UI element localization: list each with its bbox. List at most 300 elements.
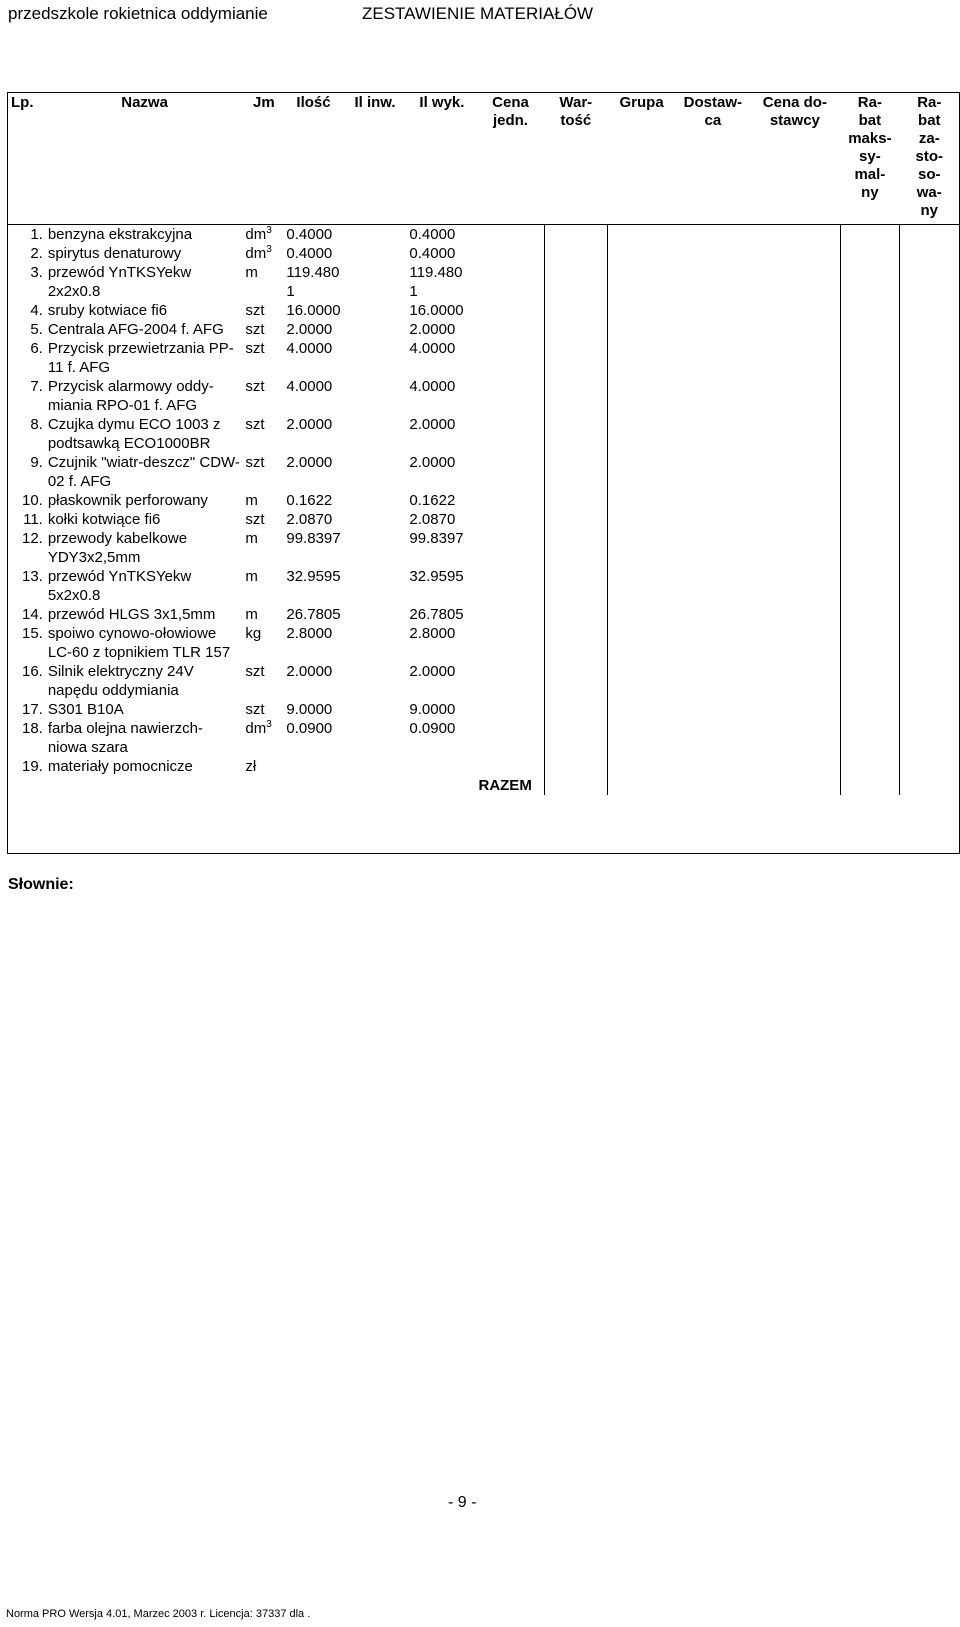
row-name-cell: materiały pomocnicze <box>47 758 193 775</box>
row-supplier-cell <box>676 624 749 662</box>
row-group-cell <box>607 719 676 757</box>
row-applied-discount-cell <box>900 301 959 320</box>
row-quantity-cell: 4.0000 <box>286 378 333 395</box>
row-name-cell: kołki kotwiące fi6 <box>47 511 161 528</box>
table-row <box>7 567 959 605</box>
row-supplier-price-cell <box>750 415 841 453</box>
unit-superscript: 3 <box>266 244 272 255</box>
row-unit-price-cell <box>476 491 544 510</box>
row-unit-price-cell <box>476 263 544 301</box>
row-supplier-cell <box>676 700 749 719</box>
row-supplier-cell <box>676 510 749 529</box>
row-supplier-price-cell <box>750 301 841 320</box>
document-title: ZESTAWIENIE MATERIAŁÓW <box>362 4 594 23</box>
materials-table <box>7 92 959 795</box>
row-value-cell <box>544 225 607 245</box>
row-il-inw-cell <box>343 605 408 624</box>
row-group-cell <box>607 700 676 719</box>
row-unit-cell <box>243 263 284 301</box>
row-group-cell <box>607 510 676 529</box>
row-il-inw-cell <box>343 757 408 776</box>
table-row <box>7 320 959 339</box>
table-row <box>7 415 959 453</box>
row-il-wyk-cell: 9.0000 <box>409 701 456 718</box>
unit-superscript: 3 <box>266 225 272 236</box>
row-il-wyk-cell: 0.1622 <box>409 492 456 509</box>
row-il-wyk-cell: 4.0000 <box>409 340 456 357</box>
row-name-cell: spoiwo cynowo-ołowiowe LC-60 z topnikiem TLR 157 <box>47 625 231 661</box>
row-supplier-cell <box>676 244 749 263</box>
row-il-wyk-cell: 2.0000 <box>409 416 456 433</box>
row-il-inw-cell <box>343 225 408 245</box>
table-row <box>7 377 959 415</box>
row-max-discount-cell <box>840 301 899 320</box>
row-quantity-cell: 119.480 1 <box>286 264 340 300</box>
row-quantity-cell: 0.4000 <box>286 226 333 243</box>
row-max-discount-cell <box>840 320 899 339</box>
row-max-discount-cell <box>840 453 899 491</box>
row-unit-price-cell <box>476 301 544 320</box>
row-group-cell <box>607 757 676 776</box>
razem-empty-cell <box>607 776 676 795</box>
table-row <box>7 225 959 245</box>
row-group-cell <box>607 377 676 415</box>
table-row <box>7 453 959 491</box>
row-value-cell <box>544 700 607 719</box>
row-supplier-cell <box>676 567 749 605</box>
row-applied-discount-cell <box>900 244 959 263</box>
row-lp-cell: 10. <box>21 492 43 509</box>
row-unit-cell <box>243 320 284 339</box>
row-value-cell <box>544 244 607 263</box>
row-supplier-cell <box>676 415 749 453</box>
row-supplier-price-cell <box>750 567 841 605</box>
unit-text: szt <box>245 663 265 680</box>
row-lp-cell: 4. <box>30 302 43 319</box>
row-lp-cell: 3. <box>30 264 43 281</box>
row-supplier-price-cell <box>750 339 841 377</box>
row-il-wyk-cell: 0.4000 <box>409 226 456 243</box>
row-max-discount-cell <box>840 662 899 700</box>
row-lp-cell: 18. <box>21 720 43 737</box>
row-supplier-cell <box>676 491 749 510</box>
slownie-label: Słownie: <box>8 876 74 893</box>
row-quantity-cell: 0.1622 <box>286 492 333 509</box>
unit-text: dm <box>245 245 267 262</box>
row-max-discount-cell <box>840 377 899 415</box>
row-max-discount-cell <box>840 605 899 624</box>
row-value-cell <box>544 662 607 700</box>
row-lp-cell: 6. <box>30 340 43 357</box>
row-max-discount-cell <box>840 244 899 263</box>
col-il-inw-header: Il inw. <box>343 92 408 225</box>
row-value-cell <box>544 510 607 529</box>
row-value-cell <box>544 339 607 377</box>
row-il-wyk-cell: 2.0000 <box>409 321 456 338</box>
row-unit-price-cell <box>476 320 544 339</box>
row-il-inw-cell <box>343 719 408 757</box>
row-max-discount-cell <box>840 567 899 605</box>
row-unit-price-cell <box>476 510 544 529</box>
row-applied-discount-cell <box>900 719 959 757</box>
razem-empty-cell <box>407 776 476 795</box>
row-applied-discount-cell <box>900 510 959 529</box>
row-applied-discount-cell <box>900 415 959 453</box>
row-group-cell <box>607 624 676 662</box>
row-il-wyk-cell: 99.8397 <box>409 530 464 547</box>
col-cena-jedn-header: Cena jedn. <box>476 92 544 225</box>
row-value-cell <box>544 377 607 415</box>
row-max-discount-cell <box>840 719 899 757</box>
row-applied-discount-cell <box>900 757 959 776</box>
row-supplier-price-cell <box>750 244 841 263</box>
row-il-inw-cell <box>343 320 408 339</box>
table-row <box>7 529 959 567</box>
table-row <box>7 301 959 320</box>
col-dostawca-header: Dostaw- ca <box>676 92 749 225</box>
row-supplier-cell <box>676 301 749 320</box>
unit-text: m <box>245 492 258 509</box>
unit-text: szt <box>245 302 265 319</box>
row-supplier-price-cell <box>750 263 841 301</box>
row-il-inw-cell <box>343 339 408 377</box>
row-max-discount-cell <box>840 339 899 377</box>
row-il-inw-cell <box>343 415 408 453</box>
row-il-wyk-cell: 26.7805 <box>409 606 464 623</box>
row-lp-cell: 15. <box>21 625 43 642</box>
unit-text: m <box>245 568 258 585</box>
row-il-wyk-cell <box>407 757 476 776</box>
row-value-cell <box>544 415 607 453</box>
col-rabat-zastosowany-header: Ra- bat za- sto- so- wa- ny <box>900 92 959 225</box>
row-unit-price-cell <box>476 662 544 700</box>
row-value-cell <box>544 453 607 491</box>
row-quantity-cell: 2.0870 <box>286 511 333 528</box>
row-unit-cell <box>243 301 284 320</box>
razem-label: RAZEM <box>478 777 532 794</box>
table-row <box>7 510 959 529</box>
row-supplier-cell <box>676 529 749 567</box>
row-name-cell: przewód YnTKSYekw 5x2x0.8 <box>47 568 192 604</box>
row-il-wyk-cell: 32.9595 <box>409 568 464 585</box>
row-applied-discount-cell <box>900 605 959 624</box>
row-unit-cell <box>243 605 284 624</box>
row-quantity-cell: 9.0000 <box>286 701 333 718</box>
unit-text: szt <box>245 701 265 718</box>
row-unit-cell <box>243 719 284 757</box>
row-supplier-price-cell <box>750 225 841 245</box>
row-il-inw-cell <box>343 244 408 263</box>
row-applied-discount-cell <box>900 700 959 719</box>
row-name-cell: benzyna ekstrakcyjna <box>47 226 193 243</box>
row-unit-cell <box>243 377 284 415</box>
row-supplier-price-cell <box>750 377 841 415</box>
row-il-wyk-cell: 16.0000 <box>409 302 464 319</box>
row-max-discount-cell <box>840 510 899 529</box>
row-il-wyk-cell: 2.0000 <box>409 454 456 471</box>
row-lp-cell: 12. <box>21 530 43 547</box>
document-header-left: przedszkole rokietnica oddymianie <box>8 4 268 23</box>
row-il-inw-cell <box>343 263 408 301</box>
row-unit-price-cell <box>476 415 544 453</box>
row-unit-cell <box>243 567 284 605</box>
row-supplier-price-cell <box>750 662 841 700</box>
row-unit-cell <box>243 700 284 719</box>
row-quantity-cell: 26.7805 <box>286 606 341 623</box>
col-lp-header: Lp. <box>7 92 46 225</box>
row-il-inw-cell <box>343 453 408 491</box>
row-group-cell <box>607 662 676 700</box>
row-supplier-cell <box>676 377 749 415</box>
row-value-cell <box>544 263 607 301</box>
row-value-cell <box>544 719 607 757</box>
row-il-inw-cell <box>343 510 408 529</box>
row-unit-cell <box>243 453 284 491</box>
table-row <box>7 757 959 776</box>
unit-text: dm <box>245 720 267 737</box>
row-max-discount-cell <box>840 757 899 776</box>
row-lp-cell: 17. <box>21 701 43 718</box>
razem-empty-cell <box>46 776 244 795</box>
row-applied-discount-cell <box>900 377 959 415</box>
row-lp-cell: 19. <box>21 758 43 775</box>
row-unit-price-cell <box>476 339 544 377</box>
row-il-wyk-cell: 2.0000 <box>409 663 456 680</box>
row-supplier-cell <box>676 263 749 301</box>
row-applied-discount-cell <box>900 320 959 339</box>
table-row <box>7 244 959 263</box>
unit-text: zł <box>245 758 257 775</box>
unit-text: szt <box>245 416 265 433</box>
row-name-cell: spirytus denaturowy <box>47 245 182 262</box>
row-value-cell <box>544 605 607 624</box>
row-il-wyk-cell: 119.480 1 <box>409 264 463 300</box>
row-supplier-cell <box>676 453 749 491</box>
row-il-inw-cell <box>343 700 408 719</box>
row-group-cell <box>607 244 676 263</box>
row-il-wyk-cell: 0.4000 <box>409 245 456 262</box>
razem-empty-cell <box>900 776 959 795</box>
row-unit-price-cell <box>476 719 544 757</box>
table-header-row <box>7 92 959 225</box>
row-value-cell <box>544 301 607 320</box>
row-value-cell <box>544 624 607 662</box>
row-lp-cell: 2. <box>30 245 43 262</box>
row-il-inw-cell <box>343 491 408 510</box>
row-supplier-price-cell <box>750 700 841 719</box>
row-value-cell <box>544 529 607 567</box>
row-lp-cell: 1. <box>30 226 43 243</box>
row-group-cell <box>607 605 676 624</box>
row-name-cell: przewód YnTKSYekw 2x2x0.8 <box>47 264 192 300</box>
unit-text: szt <box>245 378 265 395</box>
row-value-cell <box>544 567 607 605</box>
row-supplier-price-cell <box>750 529 841 567</box>
row-name-cell: Centrala AFG-2004 f. AFG <box>47 321 224 338</box>
row-lp-cell: 5. <box>30 321 43 338</box>
table-row <box>7 624 959 662</box>
row-unit-cell <box>243 662 284 700</box>
unit-text: dm <box>245 226 267 243</box>
row-il-wyk-cell: 2.0870 <box>409 511 456 528</box>
col-ilosc-header: Ilość <box>284 92 342 225</box>
row-unit-price-cell <box>476 225 544 245</box>
row-group-cell <box>607 415 676 453</box>
row-name-cell: farba olejna nawierzch-niowa szara <box>47 720 203 756</box>
row-name-cell: przewód HLGS 3x1,5mm <box>47 606 216 623</box>
row-supplier-price-cell <box>750 605 841 624</box>
row-unit-price-cell <box>476 529 544 567</box>
razem-row <box>7 776 959 795</box>
col-cena-dostawcy-header: Cena do- stawcy <box>750 92 841 225</box>
razem-empty-cell <box>7 776 46 795</box>
row-applied-discount-cell <box>900 567 959 605</box>
unit-text: m <box>245 606 258 623</box>
row-applied-discount-cell <box>900 339 959 377</box>
row-max-discount-cell <box>840 700 899 719</box>
row-quantity-cell: 2.0000 <box>286 663 333 680</box>
row-quantity-cell: 2.8000 <box>286 625 333 642</box>
row-max-discount-cell <box>840 415 899 453</box>
col-jm-header: Jm <box>243 92 284 225</box>
razem-empty-cell <box>840 776 899 795</box>
row-name-cell: Czujka dymu ECO 1003 z podtsawką ECO1000BR <box>47 416 221 452</box>
row-supplier-cell <box>676 719 749 757</box>
row-supplier-price-cell <box>750 624 841 662</box>
row-group-cell <box>607 301 676 320</box>
col-wartosc-header: War- tość <box>544 92 607 225</box>
row-lp-cell: 7. <box>30 378 43 395</box>
row-unit-price-cell <box>476 624 544 662</box>
unit-text: szt <box>245 511 265 528</box>
row-il-wyk-cell: 2.8000 <box>409 625 456 642</box>
row-quantity-cell: 2.0000 <box>286 454 333 471</box>
row-group-cell <box>607 263 676 301</box>
row-max-discount-cell <box>840 529 899 567</box>
unit-text: szt <box>245 340 265 357</box>
row-group-cell <box>607 320 676 339</box>
row-il-wyk-cell: 4.0000 <box>409 378 456 395</box>
row-name-cell: płaskownik perforowany <box>47 492 208 509</box>
col-grupa-header: Grupa <box>607 92 676 225</box>
row-lp-cell: 14. <box>21 606 43 623</box>
unit-text: szt <box>245 321 265 338</box>
razem-empty-cell <box>676 776 749 795</box>
row-unit-cell <box>243 510 284 529</box>
col-rabat-maksymalny-header: Ra- bat maks- sy- mal- ny <box>840 92 899 225</box>
row-applied-discount-cell <box>900 529 959 567</box>
row-supplier-price-cell <box>750 491 841 510</box>
row-unit-price-cell <box>476 453 544 491</box>
row-lp-cell: 13. <box>21 568 43 585</box>
row-unit-cell <box>243 415 284 453</box>
row-group-cell <box>607 225 676 245</box>
row-unit-cell <box>243 244 284 263</box>
row-name-cell: Czujnik "wiatr-deszcz" CDW-02 f. AFG <box>47 454 240 490</box>
row-applied-discount-cell <box>900 491 959 510</box>
row-name-cell: sruby kotwiace fi6 <box>47 302 168 319</box>
row-lp-cell: 16. <box>21 663 43 680</box>
row-supplier-price-cell <box>750 320 841 339</box>
row-supplier-cell <box>676 225 749 245</box>
table-row <box>7 339 959 377</box>
row-name-cell: przewody kabelkowe YDY3x2,5mm <box>47 530 188 566</box>
row-unit-price-cell <box>476 244 544 263</box>
col-il-wyk-header: Il wyk. <box>407 92 476 225</box>
row-group-cell <box>607 339 676 377</box>
row-unit-cell <box>243 624 284 662</box>
row-unit-price-cell <box>476 567 544 605</box>
unit-text: kg <box>245 625 262 642</box>
row-quantity-cell: 16.0000 <box>286 302 341 319</box>
row-unit-price-cell <box>476 377 544 415</box>
footer-license: Norma PRO Wersja 4.01, Marzec 2003 r. Licencja: 37337 dla . <box>6 1608 311 1620</box>
unit-superscript: 3 <box>266 719 272 730</box>
row-max-discount-cell <box>840 263 899 301</box>
row-unit-price-cell <box>476 605 544 624</box>
row-unit-cell <box>243 491 284 510</box>
table-row <box>7 662 959 700</box>
row-supplier-cell <box>676 757 749 776</box>
row-il-inw-cell <box>343 529 408 567</box>
row-quantity-cell <box>284 757 342 776</box>
row-applied-discount-cell <box>900 624 959 662</box>
table-row <box>7 491 959 510</box>
row-supplier-cell <box>676 605 749 624</box>
row-supplier-cell <box>676 320 749 339</box>
row-unit-cell <box>243 339 284 377</box>
row-lp-cell: 9. <box>30 454 43 471</box>
row-group-cell <box>607 491 676 510</box>
table-row <box>7 700 959 719</box>
row-quantity-cell: 0.4000 <box>286 245 333 262</box>
unit-text: szt <box>245 454 265 471</box>
row-supplier-price-cell <box>750 757 841 776</box>
table-row <box>7 605 959 624</box>
row-max-discount-cell <box>840 624 899 662</box>
row-quantity-cell: 0.0900 <box>286 720 333 737</box>
row-name-cell: S301 B10A <box>47 701 124 718</box>
row-quantity-cell: 2.0000 <box>286 416 333 433</box>
row-applied-discount-cell <box>900 225 959 245</box>
col-nazwa-header: Nazwa <box>46 92 244 225</box>
row-applied-discount-cell <box>900 263 959 301</box>
row-unit-cell <box>243 225 284 245</box>
row-il-inw-cell <box>343 662 408 700</box>
row-value-cell <box>544 491 607 510</box>
unit-text: m <box>245 264 258 281</box>
row-max-discount-cell <box>840 225 899 245</box>
table-row <box>7 719 959 757</box>
row-il-wyk-cell: 0.0900 <box>409 720 456 737</box>
razem-empty-cell <box>750 776 841 795</box>
row-name-cell: Przycisk przewietrzania PP-11 f. AFG <box>47 340 234 376</box>
table-row <box>7 263 959 301</box>
razem-empty-cell <box>544 776 607 795</box>
razem-empty-cell <box>284 776 342 795</box>
row-quantity-cell: 99.8397 <box>286 530 341 547</box>
row-il-inw-cell <box>343 301 408 320</box>
row-il-inw-cell <box>343 567 408 605</box>
row-unit-cell <box>243 757 284 776</box>
row-lp-cell: 8. <box>30 416 43 433</box>
row-il-inw-cell <box>343 377 408 415</box>
row-quantity-cell: 2.0000 <box>286 321 333 338</box>
row-applied-discount-cell <box>900 662 959 700</box>
row-applied-discount-cell <box>900 453 959 491</box>
row-unit-price-cell <box>476 757 544 776</box>
page-number: - 9 - <box>448 1494 477 1511</box>
